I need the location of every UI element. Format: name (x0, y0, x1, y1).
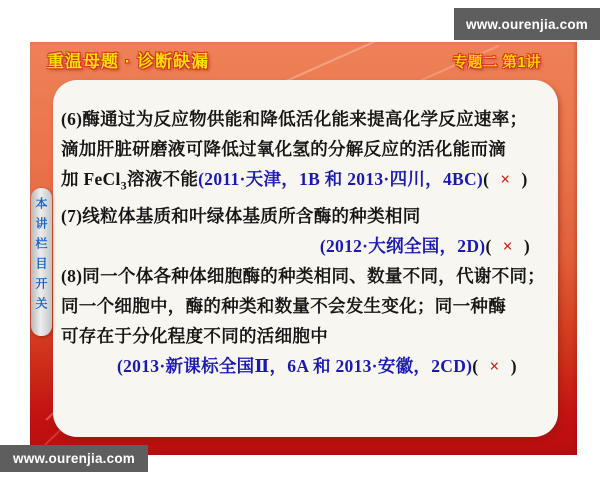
question-line-6-end (61, 164, 532, 201)
nav-toggle-tab[interactable] (31, 188, 52, 336)
question-line-8: (8)同一个体各种体细胞酶的种类相同、数量不同，代谢不同； (61, 265, 546, 286)
answer-paren-close: ) (523, 235, 530, 256)
content-text-block (53, 80, 558, 381)
header-accent-line (285, 42, 395, 82)
question-line-8-answer (117, 351, 532, 381)
site-watermark-top (454, 8, 600, 40)
exam-citation: (2013·新课标全国Ⅱ，6A 和 2013·安徽，2CD) (117, 355, 473, 376)
question-line-7: (7)线粒体基质和叶绿体基质所含酶的种类相同 (61, 205, 421, 226)
question-text: 溶液不能 (126, 169, 199, 189)
site-url-text: www.ourenjia.com (13, 451, 135, 466)
answer-paren-close: ) (521, 169, 528, 189)
exam-citation: (2012·大纲全国，2D) (319, 235, 486, 256)
question-text: 加 FeCl (61, 169, 121, 189)
question-line-8-end: 可存在于分化程度不同的活细胞中 (61, 325, 328, 346)
site-watermark-bottom (0, 445, 148, 472)
wrong-mark-icon: × (502, 235, 513, 256)
chemical-subscript: 3 (120, 178, 127, 193)
answer-paren-open: ( (472, 355, 479, 376)
wrong-mark-icon: × (489, 355, 500, 376)
question-line-6-cont: 滴加肝脏研磨液可降低过氧化氢的分解反应的活化能而滴 (61, 139, 506, 159)
slide-topic-label: 专题二 第1讲 (452, 55, 541, 71)
answer-paren-close: ) (510, 355, 517, 376)
question-line-7-answer (61, 231, 532, 261)
exam-citation: (2011·天津，1B 和 2013·四川，4BC) (198, 169, 484, 189)
question-line-8-cont: 同一个细胞中，酶的种类和数量不会发生变化；同一种酶 (61, 295, 506, 316)
nav-toggle-label: 本讲栏目开关 (34, 197, 48, 317)
wrong-mark-icon: × (500, 169, 511, 189)
presentation-slide (30, 42, 577, 455)
question-line-6: (6)酶通过为反应物供能和降低活化能来提高化学反应速率； (61, 109, 528, 129)
answer-paren-open: ( (483, 169, 490, 189)
slide-section-title: 重温母题 · 诊断缺漏 (47, 52, 210, 71)
answer-paren-open: ( (485, 235, 492, 256)
content-panel (53, 80, 558, 437)
site-url-text: www.ourenjia.com (466, 16, 588, 32)
